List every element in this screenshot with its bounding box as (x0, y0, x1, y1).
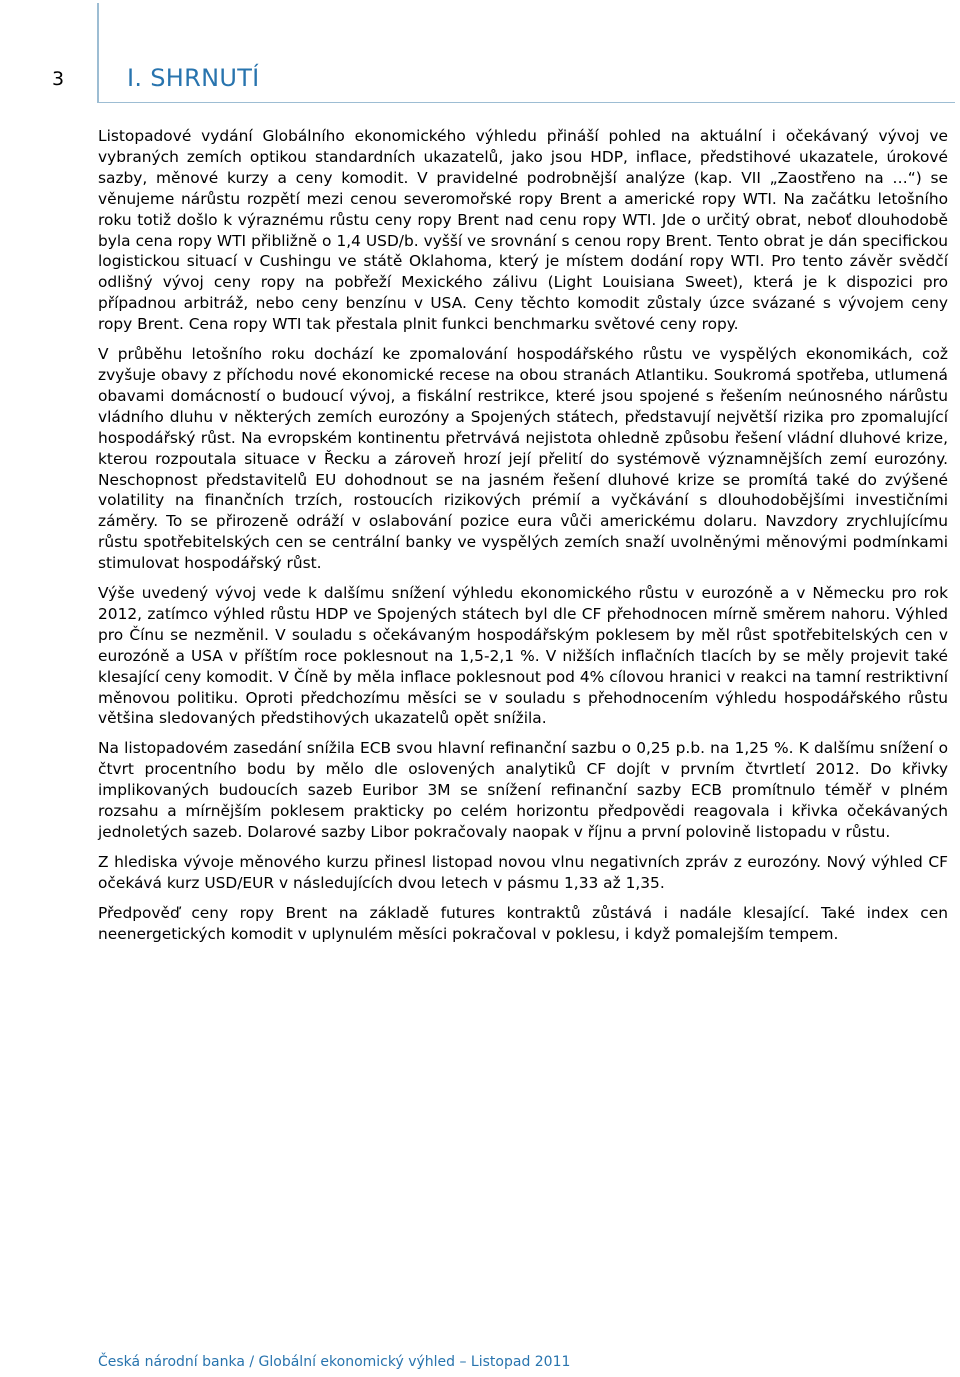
paragraph-4: Na listopadovém zasedání snížila ECB svou hlavní refinanční sazbu o 0,25 p.b. na 1,25 %. K dalšímu snížení o čtvrt procentního bodu by mělo dle oslovených analytiků CF dojít v prvním čtvrtletí 2012. Do křivky implikovaných budoucích sazeb Euribor 3M se snížení refinanční sazby ECB promítnulo téměř v plném rozsahu a mírnějším poklesem prakticky po celém horizontu předpovědi reagovala i křivka očekávaných jednoletých sazeb. Dolarové sazby Libor pokračovaly naopak v říjnu a první polovině listopadu v růstu. (98, 739, 948, 841)
section-title: I. SHRNUTÍ (127, 64, 260, 92)
paragraph-1: Listopadové vydání Globálního ekonomického výhledu přináší pohled na aktuální i očekávaný vývoj ve vybraných zemích optikou standardních ukazatelů, jako jsou HDP, inflace, předstihové ukazatele, úrokové sazby, měnové kurzy a ceny komodit. V pravidelné podrobnější analýze (kap. VII „Zaostřeno na …“) se věnujeme nárůstu rozpětí mezi cenou severomořské ropy Brent a americké ropy WTI. Na začátku letošního roku totiž došlo k výraznému růstu ceny ropy Brent nad cenu ropy WTI. Jde o určitý obrat, neboť dlouhodobě byla cena ropy WTI přibližně o 1,4 USD/b. vyšší ve srovnání s cenou ropy Brent. Tento obrat je dán specifickou logistickou situací v Cushingu ve státě Oklahoma, který je místem dodání ropy WTI. Pro tento závěr svědčí odlišný vývoj ceny ropy na pobřeží Mexického zálivu (Light Louisiana Sweet), která je k dispozici pro případnou arbitráž, nebo ceny benzínu v USA. Ceny těchto komodit zůstaly úzce svázané s vývojem ceny ropy Brent. Cena ropy WTI tak přestala plnit funkci benchmarku světové ceny ropy. (98, 127, 948, 334)
paragraph-6: Předpověď ceny ropy Brent na základě futures kontraktů zůstává i nadále klesající. Také index cen neenergetických komodit v uplynulém měsíci pokračoval v poklesu, i když pomalejším tempem. (98, 903, 948, 943)
main-content (98, 126, 948, 954)
page-number: 3 (52, 68, 65, 90)
header-vertical-rule (97, 3, 99, 103)
paragraph-5: Z hlediska vývoje měnového kurzu přinesl listopad novou vlnu negativních zpráv z eurozóny. Nový výhled CF očekává kurz USD/EUR v následujících dvou letech v pásmu 1,33 až 1,35. (98, 852, 948, 892)
header-horizontal-rule (97, 102, 955, 103)
paragraph-2: V průběhu letošního roku dochází ke zpomalování hospodářského růstu ve vyspělých ekonomikách, což zvyšuje obavy z příchodu nové ekonomické recese na obou stranách Atlantiku. Soukromá spotřeba, utlumená obavami domácností o budoucí vývoj, a fiskální restrikce, které jsou spojené s řešením neúnosného nárůstu vládního dluhu v některých zemích eurozóny a Spojených státech, představují největší rizika pro zpomalující hospodářský růst. Na evropském kontinentu přetrvává nejistota ohledně způsobu řešení vládní dluhové krize, kterou rozpoutala situace v Řecku a zároveň hrozí její přelití do systémově významnějších zemí eurozóny. Neschopnost představitelů EU dohodnout se na jasném řešení dluhové krize se promítá také do zvýšené volatility na finančních trzích, rostoucích rizikových prémií a vyčkávání s dlouhodobějšími investičními záměry. To se přirozeně odráží v oslabování pozice eura vůči americkému dolaru. Navzdory zrychlujícímu růstu spotřebitelských cen se centrální banky ve vyspělých zemích snaží uvolněnými měnovými podmínkami stimulovat hospodářský růst. (98, 345, 948, 573)
paragraph-3: Výše uvedený vývoj vede k dalšímu snížení výhledu ekonomického růstu v eurozóně a v Německu pro rok 2012, zatímco výhled růstu HDP ve Spojených státech byl dle CF přehodnocen mírně směrem nahoru. Výhled pro Čínu se nezměnil. V souladu s očekávaným hospodářským poklesem by měl růst spotřebitelských cen v eurozóně a USA v příštím roce poklesnout na 1,5-2,1 %. V nižších inflačních tlacích by se měly projevit také klesající ceny komodit. V Číně by měla inflace poklesnout pod 4% cílovou hranici v reakci na tamní restriktivní měnovou politiku. Oproti předchozímu měsíci se v souladu s přehodnocením výhledu hospodářského růstu většina sledovaných předstihových ukazatelů opět snížila. (98, 584, 948, 728)
page-footer: Česká národní banka / Globální ekonomický výhled – Listopad 2011 (98, 1354, 571, 1370)
